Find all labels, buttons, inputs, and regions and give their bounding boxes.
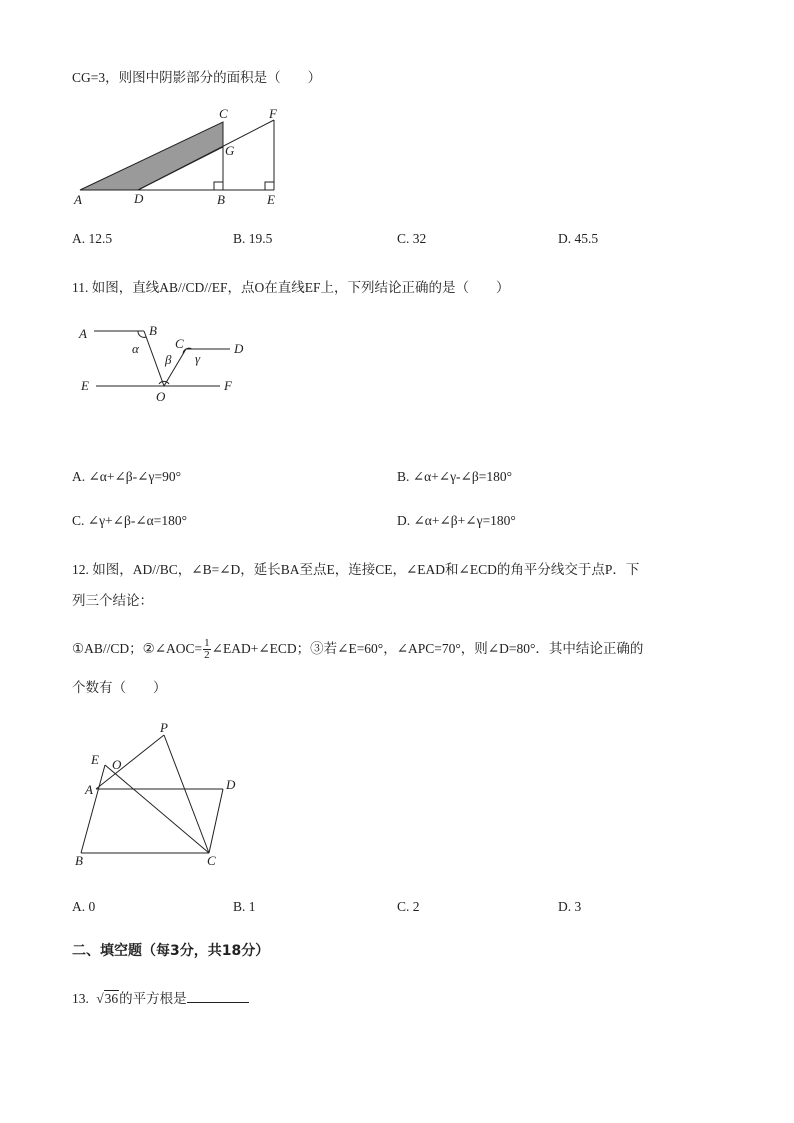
- q11-stem: 11. 如图，直线AB//CD//EF，点O在直线EF上，下列结论正确的是（ ）: [72, 280, 510, 295]
- q10-label-A: A: [74, 192, 82, 207]
- q10-option-c: C. 32: [397, 231, 427, 246]
- q12-stem-line1: 12. 如图，AD//BC，∠B=∠D，延长BA至点E，连接CE，∠EAD和∠ECD的角平分线交于点P．下: [72, 562, 640, 577]
- q10-figure: [70, 104, 290, 212]
- q12-stem-line3: [72, 637, 643, 661]
- q12-option-c: C. 2: [397, 899, 420, 914]
- q10-option-a: A. 12.5: [72, 231, 113, 246]
- q10-label-C: C: [219, 106, 228, 121]
- q12-frac-denominator: 2: [204, 649, 210, 662]
- q11-label-F: F: [224, 378, 232, 393]
- q12-stem-line4: 个数有（ ）: [72, 680, 167, 695]
- q11-label-A: A: [79, 326, 87, 341]
- q11-label-O: O: [156, 389, 166, 404]
- q11-option-c: C. ∠γ+∠β-∠α=180°: [72, 513, 187, 528]
- q10-shaded-region: [80, 122, 223, 190]
- q13-sqrt-expression: [92, 991, 119, 1006]
- q12-label-C: C: [207, 853, 216, 868]
- q11-label-gamma: γ: [195, 351, 201, 366]
- q12-option-b: B. 1: [233, 899, 256, 914]
- q12-label-E: E: [91, 752, 99, 767]
- q13-radicand: 36: [104, 991, 119, 1006]
- q11-option-b: B. ∠α+∠γ-∠β=180°: [397, 469, 512, 484]
- q12-option-d: D. 3: [558, 899, 582, 914]
- q12-figure: [72, 720, 252, 870]
- q11-label-beta: β: [165, 352, 172, 367]
- q11-label-E: E: [81, 378, 89, 393]
- q13-number: 13.: [72, 991, 89, 1006]
- q12-label-D: D: [226, 777, 236, 792]
- q11-label-D: D: [234, 341, 244, 356]
- q10-stem: CG=3，则图中阴影部分的面积是（ ）: [72, 70, 322, 85]
- q13-stem: [72, 987, 249, 1007]
- q11-figure: [74, 318, 254, 408]
- q12-label-B: B: [75, 853, 83, 868]
- q12-option-a: A. 0: [72, 899, 96, 914]
- q11-label-C: C: [175, 336, 184, 351]
- radical-sign-icon: √: [96, 991, 104, 1006]
- q11-option-d: D. ∠α+∠β+∠γ=180°: [397, 513, 516, 528]
- q12-stem-part-b: ∠EAD+∠ECD；③若∠E=60°，∠APC=70°，则∠D=80°．其中结论正确的: [211, 641, 644, 656]
- q11-option-a: A. ∠α+∠β-∠γ=90°: [72, 469, 181, 484]
- q12-label-A: A: [85, 782, 93, 797]
- q12-label-P: P: [160, 720, 168, 735]
- q13-tail: 的平方根是: [119, 991, 187, 1006]
- q12-frac-numerator: 1: [204, 637, 210, 650]
- q10-label-D: D: [134, 191, 144, 206]
- q11-label-alpha: α: [132, 341, 139, 356]
- q13-answer-blank[interactable]: [187, 990, 249, 1003]
- q10-option-b: B. 19.5: [233, 231, 273, 246]
- q10-label-B: B: [217, 192, 225, 207]
- q10-label-F: F: [269, 106, 277, 121]
- q12-label-O: O: [112, 757, 122, 772]
- q10-label-G: G: [225, 143, 235, 158]
- q10-label-E: E: [267, 192, 275, 207]
- q11-label-B: B: [149, 323, 157, 338]
- q12-fraction: [203, 638, 211, 661]
- section-title: 二、填空题（每3分，共18分）: [72, 943, 270, 959]
- q12-stem-part-a: ①AB//CD；②∠AOC=: [72, 641, 203, 656]
- q12-stem-line2: 列三个结论：: [72, 593, 153, 608]
- q10-option-d: D. 45.5: [558, 231, 599, 246]
